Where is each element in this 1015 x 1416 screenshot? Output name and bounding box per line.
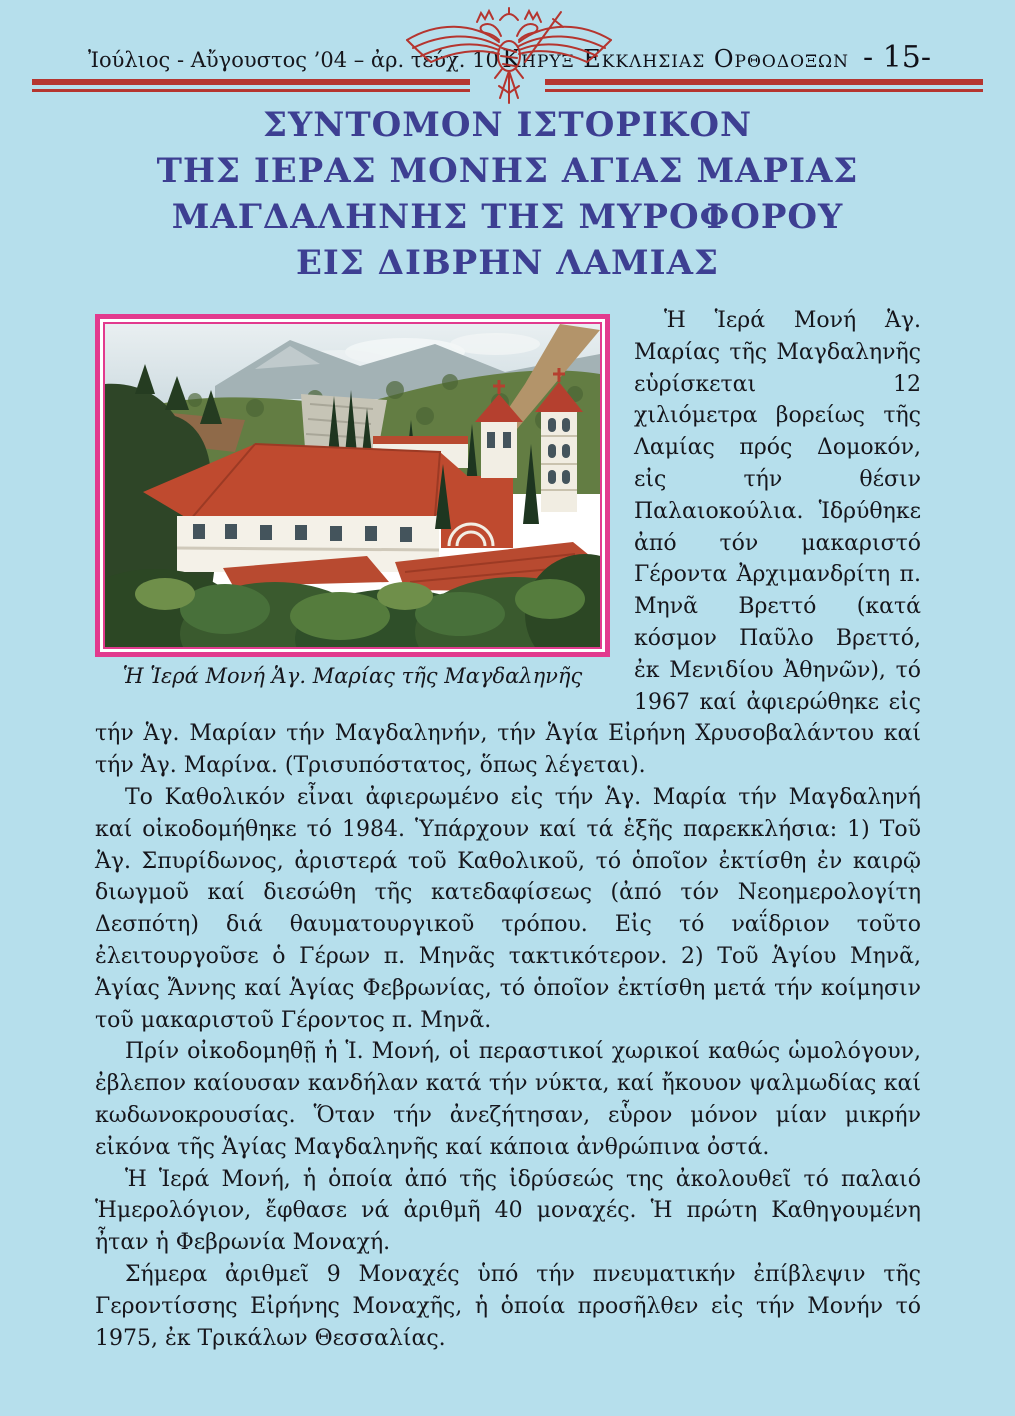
- page-number: - 15-: [863, 40, 931, 75]
- article-paragraph-3: Πρίν οἰκοδομηθῇ ἡ Ἱ. Μονή, οἱ περαστικοί χωρικοί καθώς ὡμολόγουν, ἐβλεπον καίουσαν κανδήλαν κατά τήν νύκτα, καί ἤκουον ψαλμωδίας καί κωδωνοκρουσίας. Ὅταν τήν ἀνεζήτησαν, εὗρον μόνον μίαν μικρήν εἰκόνα τῆς Ἁγίας Μαγδαληνῆς καί κάποια ἀνθρώπινα ὀστά.: [95, 1039, 921, 1160]
- photo-caption: Ἡ Ἱερά Μονή Ἁγ. Μαρίας τῆς Μαγδαληνῆς: [122, 664, 583, 688]
- article-paragraph-1: Ἡ Ἱερά Μονή Ἁγ. Μαρίας τῆς Μαγδαληνῆς εὑρίσκεται 12 χιλιόμετρα βορείως τῆς Λαμίας πρός Δομοκόν, εἰς τήν θέσιν Παλαιοκούλια. Ἱδρύθηκε ἀπό τόν μακαριστό Γέροντα Ἀρχιμανδρίτη π. Μηνᾶ Βρεττό (κατά κόσμον Παῦλο Βρεττό, ἐκ Μενιδίου Ἀθηνῶν), τό 1967 καί ἀφιερώθηκε εἰς τήν Ἁγ. Μαρίαν τήν Μαγδαληνήν, τήν Ἁγία Εἰρήνη Χρυσοβαλάντου καί τήν Ἁγ. Μαρίνα. (Τρισυπόστατος, ὅπως λέγεται).: [95, 308, 921, 779]
- issue-info: Ἰούλιος - Αὔγουστος ’04 – ἀρ. τεύχ. 10: [88, 48, 499, 72]
- article-paragraph-4: Ἡ Ἱερά Μονή, ἡ ὁποία ἀπό τῆς ἱδρύσεώς της ἀκολουθεῖ τό παλαιό Ἡμερολόγιον, ἔφθασε νά ἀριθμῆ 40 μοναχές. Ἡ πρώτη Καθηγουμένη ἦταν ἡ Φεβρωνία Μοναχή.: [95, 1166, 921, 1256]
- article-title: [60, 102, 955, 286]
- title-line-3: ΜΑΓΔΑΛΗΝΗΣ ΤΗΣ ΜΥΡΟΦΟΡΟΥ: [171, 197, 844, 237]
- title-line-1: ΣΥΝΤΟΜΟΝ ΙΣΤΟΡΙΚΟΝ: [262, 105, 753, 145]
- masthead-title: Κηρυξ Εκκλησιας Ορθοδοξων: [502, 45, 850, 73]
- title-line-4: ΕΙΣ ΔΙΒΡΗΝ ΛΑΜΙΑΣ: [295, 243, 720, 283]
- monastery-photo: [105, 324, 600, 647]
- photo-frame: [95, 314, 610, 657]
- monastery-figure: [95, 314, 610, 691]
- article-body: [95, 305, 921, 1354]
- article-paragraph-2: Το Καθολικόν εἶναι ἀφιερωμένο εἰς τήν Ἁγ. Μαρία τήν Μαγδαληνή καί οἰκοδομήθηκε τό 1984. Ὑπάρχουν καί τά ἑξῆς παρεκκλήσια: 1) Τοῦ Ἁγ. Σπυρίδωνος, ἀριστερά τοῦ Καθολικοῦ, τό ὁποῖον ἐκτίσθη ἐν καιρῷ διωγμοῦ καί διεσώθη τῆς κατεδαφίσεως (ἀπό τόν Νεοημερολογίτη Δεσπότη) διά θαυματουργικοῦ τρόπου. Εἰς τό ναΐδριον τοῦτο ἐλειτουργοῦσε ὁ Γέρων π. Μηνᾶς τακτικότερον. 2) Τοῦ Ἁγίου Μηνᾶ, Ἁγίας Ἄννης καί Ἁγίας Φεβρωνίας, τό ὁποῖον ἐκτίσθη μετά τήν κοίμησιν τοῦ μακαριστοῦ Γέροντος π. Μηνᾶ.: [95, 784, 921, 1033]
- double-headed-eagle-icon: [403, 6, 615, 108]
- article-paragraph-5: Σήμερα ἀριθμεῖ 9 Μοναχές ὑπό τήν πνευματικήν ἐπίβλεψιν τῆς Γεροντίσσης Εἰρήνης Μοναχῆς, ἡ ὁποία προσῆλθεν εἰς τήν Μονήν τό 1975, ἐκ Τρικάλων Θεσσαλίας.: [95, 1261, 921, 1351]
- title-line-2: ΤΗΣ ΙΕΡΑΣ ΜΟΝΗΣ ΑΓΙΑΣ ΜΑΡΙΑΣ: [156, 151, 859, 191]
